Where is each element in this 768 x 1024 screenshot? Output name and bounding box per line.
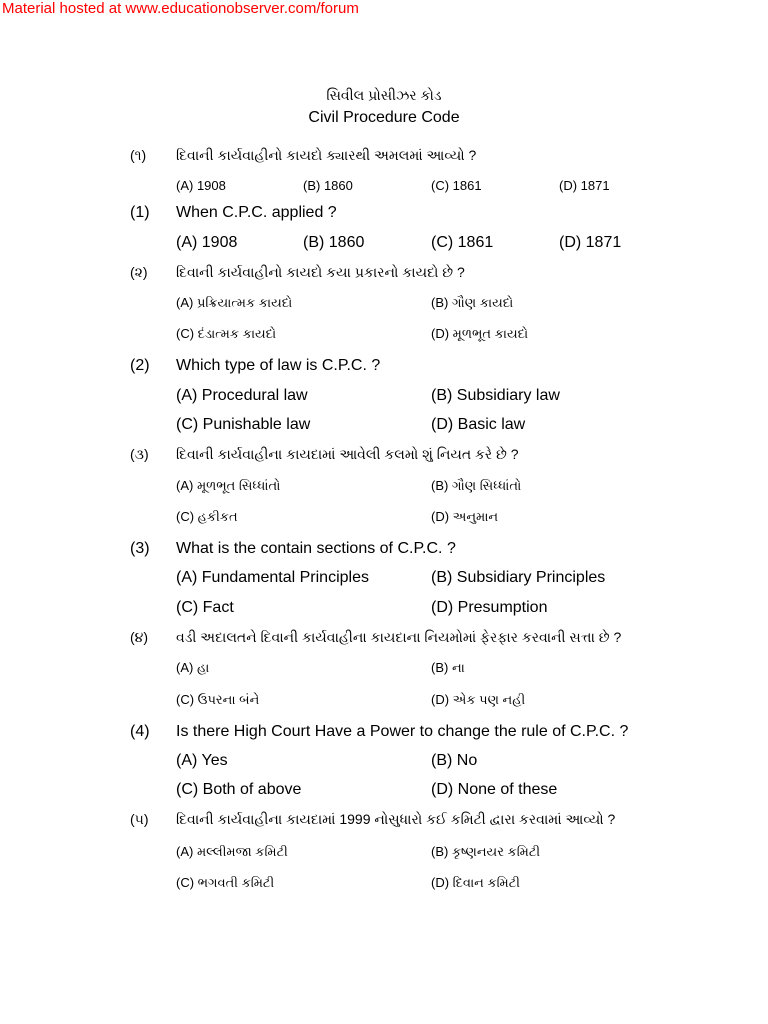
option-d: (D) Presumption: [431, 599, 548, 616]
option-c: (C) Punishable law: [176, 416, 311, 433]
question-number: (1): [130, 204, 150, 221]
question-number: (૧): [130, 147, 147, 163]
question-number: (4): [130, 723, 150, 740]
page-title-english: Civil Procedure Code: [308, 109, 460, 126]
option-d: (D) None of these: [431, 781, 558, 798]
option-c: (C) હકીકત: [176, 509, 238, 524]
option-a: (A) પ્રક્રિયાત્મક કાયદો: [176, 295, 293, 310]
question-text: દિવાની કાર્યવાહીના કાયદામાં 1999 નોસુધારો કઈ કમિટી દ્વારા કરવામાં આવ્યો ?: [176, 811, 616, 827]
option-b: (B) Subsidiary Principles: [431, 569, 606, 586]
question-number: (૩): [130, 446, 149, 462]
option-a: (A) Procedural law: [176, 387, 308, 404]
option-c: (C) 1861: [431, 234, 494, 251]
option-c: (C) ઉપરના બંને: [176, 692, 260, 707]
option-b: (B) ના: [431, 660, 465, 675]
option-a: (A) Yes: [176, 752, 228, 769]
option-c: (C) Both of above: [176, 781, 302, 798]
option-b: (B) ગૌણ કાયદો: [431, 295, 514, 310]
question-number: (3): [130, 540, 150, 557]
option-a: (A) મૂળભૂત સિધ્ધાંતો: [176, 478, 281, 493]
question-number: (2): [130, 357, 150, 374]
option-a: (A) હા: [176, 660, 210, 675]
question-number: (૨): [130, 264, 148, 280]
question-text: દિવાની કાર્યવાહીના કાયદામાં આવેલી કલમો શું નિયત કરે છે ?: [176, 446, 519, 462]
option-d: (D) એક પણ નહી: [431, 692, 526, 707]
option-a: (A) Fundamental Principles: [176, 569, 369, 586]
option-a: (A) 1908: [176, 234, 238, 251]
option-d: (D) અનુમાન: [431, 509, 499, 524]
question-text: What is the contain sections of C.P.C. ?: [176, 540, 456, 557]
question-number: (૪): [130, 629, 149, 645]
option-a: (A) 1908: [176, 178, 226, 193]
page-title-gujarati: સિવીલ પ્રોસીઝર કોડ: [326, 87, 442, 103]
option-b: (B) કૃષ્ણનયર કમિટી: [431, 844, 541, 859]
option-d: (D) 1871: [559, 178, 610, 193]
option-b: (B) Subsidiary law: [431, 387, 560, 404]
option-c: (C) 1861: [431, 178, 482, 193]
question-text: Is there High Court Have a Power to change the rule of C.P.C. ?: [176, 723, 629, 740]
option-c: (C) ભગવતી કમિટી: [176, 875, 275, 890]
option-d: (D) મૂળભૂત કાયદો: [431, 326, 529, 341]
option-d: (D) 1871: [559, 234, 622, 251]
question-text: દિવાની કાર્યવાહીનો કાયદો ક્યારથી અમલમાં આવ્યો ?: [176, 147, 477, 163]
option-b: (B) No: [431, 752, 478, 769]
option-b: (B) ગૌણ સિધ્ધાંતો: [431, 478, 522, 493]
option-b: (B) 1860: [303, 234, 365, 251]
option-c: (C) દંડાત્મક કાયદો: [176, 326, 277, 341]
watermark-link[interactable]: Material hosted at www.educationobserver.com/forum: [2, 0, 359, 17]
option-d: (D) દિવાન કમિટી: [431, 875, 521, 890]
option-b: (B) 1860: [303, 178, 353, 193]
question-text: Which type of law is C.P.C. ?: [176, 357, 381, 374]
option-a: (A) મલ્લીમજા કમિટી: [176, 844, 288, 859]
question-number: (૫): [130, 811, 149, 827]
question-text: દિવાની કાર્યવાહીનો કાયદો કયા પ્રકારનો કાયદો છે ?: [176, 264, 465, 280]
question-text: વડી અદાલતને દિવાની કાર્યવાહીના કાયદાના નિયમોમાં ફેરફાર કરવાની સત્તા છે ?: [176, 629, 622, 645]
option-c: (C) Fact: [176, 599, 234, 616]
option-d: (D) Basic law: [431, 416, 526, 433]
question-text: When C.P.C. applied ?: [176, 204, 337, 221]
